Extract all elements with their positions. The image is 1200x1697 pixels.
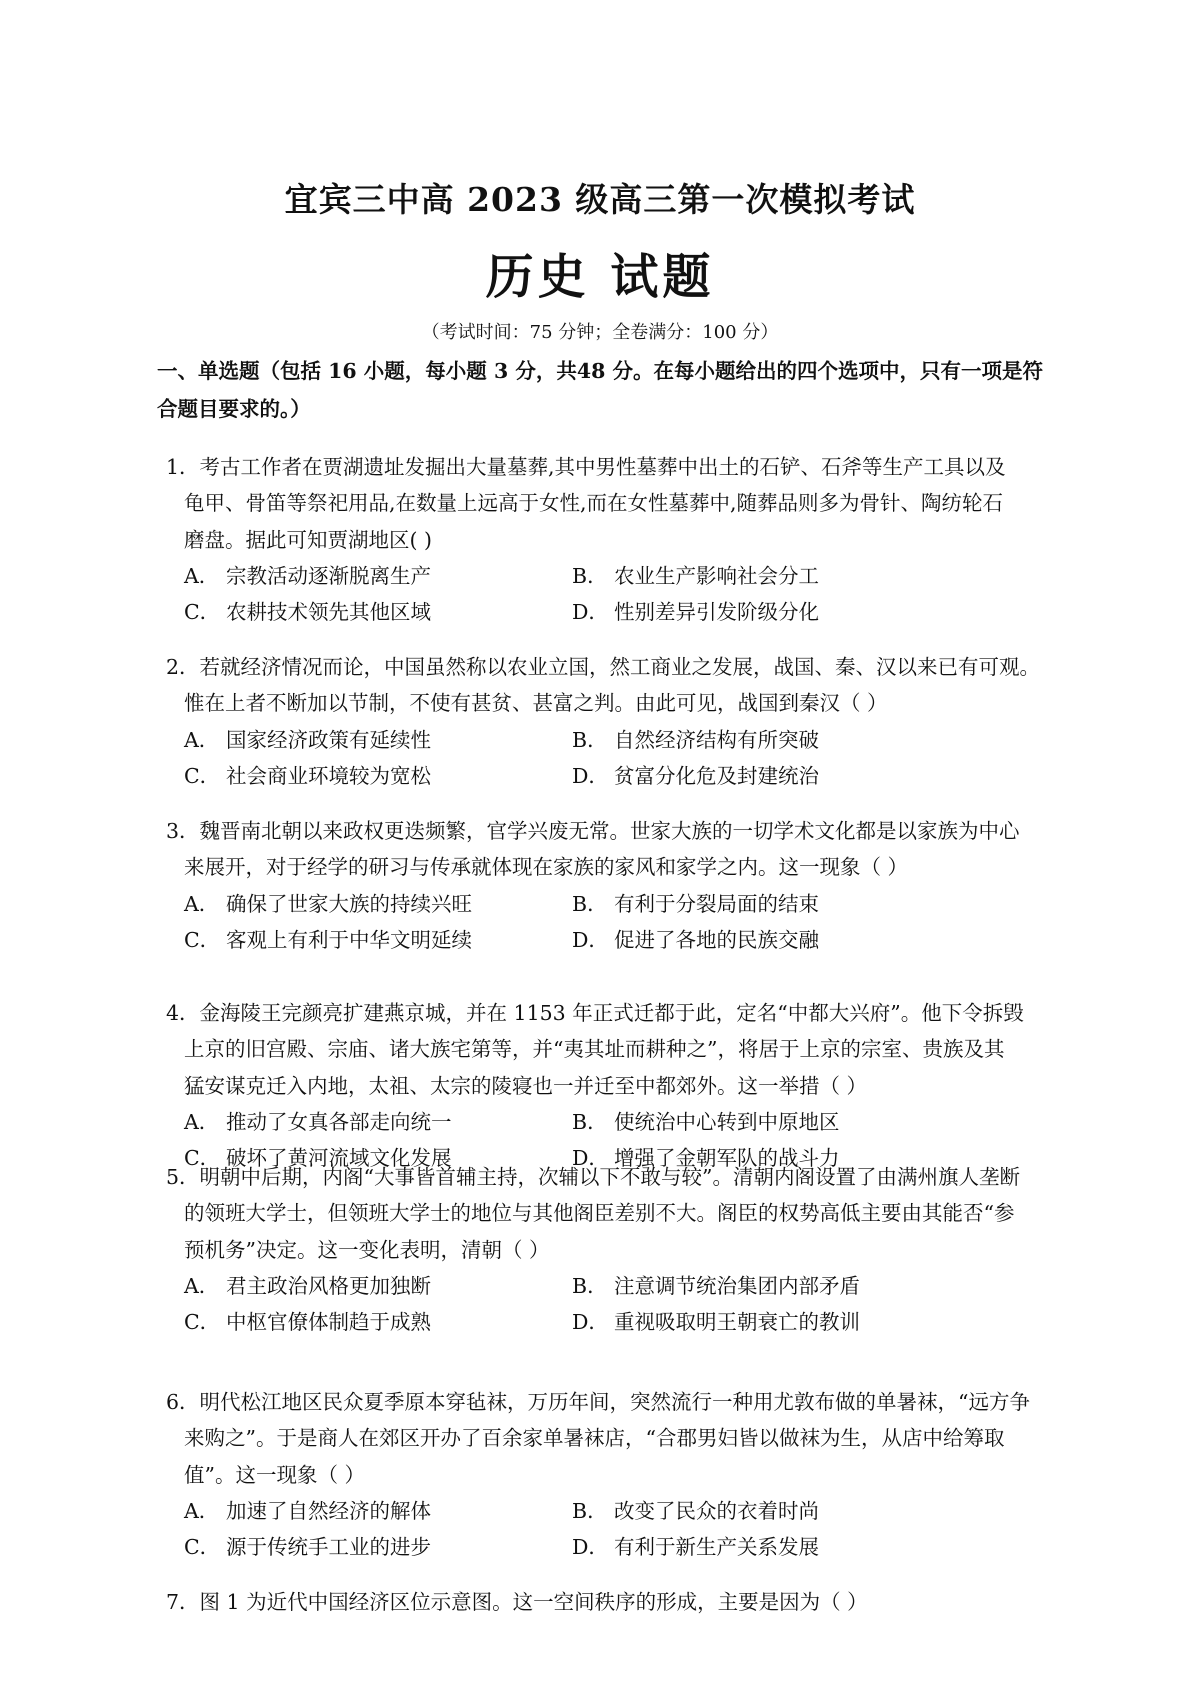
question-4-text-line: 上京的旧宫殿、宗庙、诸大族宅第等，并“夷其址而耕种之”，将居于上京的宗室、贵族及其: [184, 1037, 1005, 1062]
question-5-option-b: [572, 1267, 860, 1305]
option-letter: D．: [572, 763, 609, 788]
question-3-option-c: [184, 921, 472, 959]
question-3-option-a: [184, 885, 472, 923]
question-6-text-line: 值”。这一现象（ ）: [184, 1462, 365, 1487]
option-letter: A．: [184, 1109, 220, 1134]
section-heading-line: 一、单选题（包括 16 小题，每小题 3 分，共48 分。在每小题给出的四个选项中，只有一项是符: [157, 359, 1044, 383]
option-letter: A．: [184, 891, 220, 916]
question-6-text-line: 来购之”。于是商人在郊区开办了百余家单暑袜店，“合郡男妇皆以做袜为生，从店中给筹取: [184, 1426, 1005, 1451]
question-1-text-line: 磨盘。据此可知贾湖地区( ): [184, 527, 433, 552]
option-text: 确保了世家大族的持续兴旺: [226, 891, 472, 916]
question-1-text-line: 龟甲、骨笛等祭祀用品,在数量上远高于女性,而在女性墓葬中,随葬品则多为骨针、陶纺轮石: [184, 491, 1004, 516]
option-letter: A．: [184, 563, 220, 588]
option-letter: A．: [184, 1498, 220, 1523]
option-letter: B．: [572, 727, 608, 752]
option-letter: D．: [572, 600, 609, 625]
option-text: 君主政治风格更加独断: [226, 1273, 431, 1298]
option-text: 促进了各地的民族交融: [614, 927, 819, 952]
subject-title: 历史 试题: [485, 249, 715, 305]
question-6-option-d: [572, 1528, 819, 1566]
option-text: 源于传统手工业的进步: [226, 1535, 431, 1560]
question-1-option-c: [184, 593, 431, 631]
option-letter: C．: [184, 600, 221, 625]
question-5-text-line: 5．明朝中后期，内阁“大事皆首辅主持，次辅以下不敢与较”。清朝内阁设置了由满州旗人垄断: [166, 1165, 1021, 1189]
option-text: 中枢官僚体制趋于成熟: [226, 1310, 431, 1335]
option-letter: D．: [572, 1146, 609, 1171]
option-text: 有利于分裂局面的结束: [614, 891, 819, 916]
question-5-option-d: [572, 1303, 860, 1341]
option-letter: C．: [184, 1146, 221, 1171]
question-3-text-line: 来展开，对于经学的研习与传承就体现在家族的家风和家学之内。这一现象（ ）: [184, 855, 909, 880]
option-letter: D．: [572, 1535, 609, 1560]
option-text: 破坏了黄河流域文化发展: [226, 1146, 452, 1171]
option-text: 加速了自然经济的解体: [226, 1498, 431, 1523]
option-text: 国家经济政策有延续性: [226, 727, 431, 752]
option-text: 农耕技术领先其他区域: [226, 600, 431, 625]
question-5-option-c: [184, 1303, 431, 1341]
option-letter: B．: [572, 891, 608, 916]
exam-title: 宜宾三中高 2023 级高三第一次模拟考试: [284, 180, 916, 219]
question-5-option-a: [184, 1267, 431, 1305]
option-letter: B．: [572, 1273, 608, 1298]
option-letter: C．: [184, 927, 221, 952]
question-1-option-d: [572, 593, 819, 631]
option-letter: D．: [572, 927, 609, 952]
option-text: 社会商业环境较为宽松: [226, 763, 431, 788]
option-letter: B．: [572, 1498, 608, 1523]
option-text: 性别差异引发阶级分化: [614, 600, 819, 625]
option-text: 宗教活动逐渐脱离生产: [226, 563, 431, 588]
option-letter: A．: [184, 727, 220, 752]
option-letter: B．: [572, 1109, 608, 1134]
question-2-text-line: 惟在上者不断加以节制，不使有甚贫、甚富之判。由此可见，战国到秦汉（ ）: [184, 691, 888, 716]
question-2-option-a: [184, 721, 431, 759]
option-text: 使统治中心转到中原地区: [614, 1109, 840, 1134]
option-text: 自然经济结构有所突破: [614, 727, 819, 752]
question-3-option-b: [572, 885, 819, 923]
question-6-option-a: [184, 1492, 431, 1530]
option-text: 农业生产影响社会分工: [614, 563, 819, 588]
question-4-text-line: 猛安谋克迁入内地，太祖、太宗的陵寝也一并迁至中都郊外。这一举措（ ）: [184, 1073, 868, 1098]
option-letter: C．: [184, 763, 221, 788]
question-2-option-b: [572, 721, 819, 759]
question-1-option-b: [572, 557, 819, 595]
question-1-option-a: [184, 557, 431, 595]
option-text: 重视吸取明王朝衰亡的教训: [614, 1310, 860, 1335]
question-4-option-a: [184, 1103, 452, 1141]
question-4-option-b: [572, 1103, 840, 1141]
option-letter: C．: [184, 1535, 221, 1560]
option-letter: D．: [572, 1310, 609, 1335]
question-7-text-line: 7．图 1 为近代中国经济区位示意图。这一空间秩序的形成，主要是因为（ ）: [166, 1590, 868, 1614]
option-letter: B．: [572, 563, 608, 588]
question-1-text-line: 1．考古工作者在贾湖遗址发掘出大量墓葬,其中男性墓葬中出土的石铲、石斧等生产工具以及: [166, 455, 1006, 479]
question-6-option-c: [184, 1528, 431, 1566]
section-heading: [157, 352, 1057, 428]
option-text: 推动了女真各部走向统一: [226, 1109, 452, 1134]
question-2-option-c: [184, 757, 431, 795]
section-heading-line: 合题目要求的。）: [157, 397, 311, 421]
question-4-text-line: 4．金海陵王完颜亮扩建燕京城，并在 1153 年正式迁都于此，定名“中都大兴府”。他下令拆毁: [166, 1001, 1024, 1025]
question-3-text-line: 3．魏晋南北朝以来政权更迭频繁，官学兴废无常。世家大族的一切学术文化都是以家族为中心: [166, 819, 1020, 843]
question-2-text-line: 2．若就经济情况而论，中国虽然称以农业立国，然工商业之发展，战国、秦、汉以来已有可观。: [166, 655, 1041, 679]
question-3-option-d: [572, 921, 819, 959]
question-5-text-line: 预机务”决定。这一变化表明，清朝（ ）: [184, 1237, 550, 1262]
question-6-text-line: 6．明代松江地区民众夏季原本穿毡袜，万历年间，突然流行一种用尤敦布做的单暑袜，“远方争: [166, 1390, 1031, 1414]
option-text: 改变了民众的衣着时尚: [614, 1498, 819, 1523]
option-letter: C．: [184, 1310, 221, 1335]
option-text: 增强了金朝军队的战斗力: [614, 1146, 840, 1171]
exam-time-note: （考试时间：75 分钟；全卷满分：100 分）: [421, 322, 779, 343]
question-6-option-b: [572, 1492, 819, 1530]
option-text: 客观上有利于中华文明延续: [226, 927, 472, 952]
question-2-option-d: [572, 757, 819, 795]
option-letter: A．: [184, 1273, 220, 1298]
option-text: 有利于新生产关系发展: [614, 1535, 819, 1560]
question-5-text-line: 的领班大学士，但领班大学士的地位与其他阁臣差别不大。阁臣的权势高低主要由其能否“参: [184, 1201, 1015, 1226]
option-text: 贫富分化危及封建统治: [614, 763, 819, 788]
option-text: 注意调节统治集团内部矛盾: [614, 1273, 860, 1298]
